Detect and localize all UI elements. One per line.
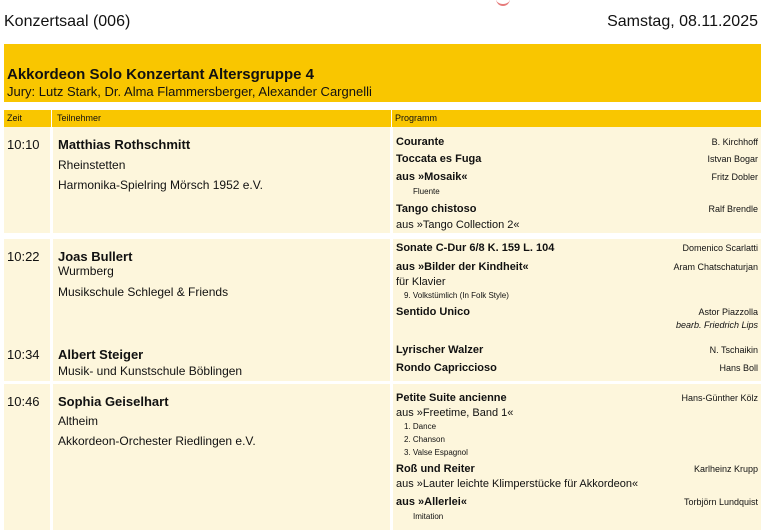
piece-title: Tango chistoso — [396, 203, 477, 215]
piece-composer: Astor Piazzolla — [698, 307, 758, 317]
performance-time: 10:10 — [7, 137, 40, 152]
piece-title: Sonate C-Dur 6/8 K. 159 L. 104 — [396, 242, 555, 254]
piece-title: aus »Allerlei« — [396, 496, 467, 508]
column-divider — [50, 337, 53, 381]
piece-movement: Imitation — [413, 512, 444, 521]
piece-composer: Torbjörn Lundquist — [683, 497, 758, 507]
table-header — [4, 110, 761, 127]
column-header-time: Zeit — [7, 113, 23, 123]
table-row — [4, 384, 761, 530]
piece-title: Petite Suite ancienne — [396, 392, 507, 404]
jury-list: Jury: Lutz Stark, Dr. Alma Flammersberger, Alexander Cargnelli — [7, 84, 372, 99]
piece-movement: 9. Volkstümlich (In Folk Style) — [404, 291, 509, 300]
piece-composer: Karlheinz Krupp — [693, 464, 758, 474]
piece-source: für Klavier — [396, 276, 446, 288]
column-divider — [50, 384, 53, 530]
piece-composer: Fritz Dobler — [711, 172, 758, 182]
column-divider — [390, 127, 393, 233]
table-row — [4, 239, 761, 338]
participant-name: Joas Bullert — [58, 249, 133, 264]
decoration-mark — [496, 0, 510, 6]
piece-arranger: bearb. Friedrich Lips — [675, 320, 758, 330]
column-divider — [50, 127, 53, 233]
performance-time: 10:46 — [7, 394, 40, 409]
piece-source: aus »Tango Collection 2« — [396, 219, 520, 231]
performance-time: 10:22 — [7, 249, 40, 264]
column-divider — [390, 337, 393, 381]
piece-movement: 1. Dance — [404, 422, 437, 431]
piece-title: Courante — [396, 136, 445, 148]
participant-name: Albert Steiger — [58, 347, 144, 362]
column-divider — [50, 239, 53, 338]
piece-title: Sentido Unico — [396, 306, 470, 318]
participant-organization: Musik- und Kunstschule Böblingen — [58, 364, 243, 378]
column-divider — [391, 110, 392, 127]
piece-movement: Fluente — [413, 187, 440, 196]
piece-title: Lyrischer Walzer — [396, 344, 484, 356]
event-date: Samstag, 08.11.2025 — [607, 13, 758, 30]
category-title: Akkordeon Solo Konzertant Altersgruppe 4 — [7, 66, 314, 83]
piece-source: aus »Freetime, Band 1« — [396, 407, 514, 419]
piece-composer: N. Tschaikin — [709, 345, 758, 355]
performance-time: 10:34 — [7, 347, 40, 362]
piece-title: Rondo Capriccioso — [396, 362, 497, 374]
column-divider — [390, 239, 393, 338]
participant-name: Matthias Rothschmitt — [58, 137, 191, 152]
room-name: Konzertsaal (006) — [4, 13, 131, 30]
piece-title: Roß und Reiter — [396, 463, 475, 475]
table-row — [4, 127, 761, 233]
participant-organization: Akkordeon-Orchester Riedlingen e.V. — [58, 434, 256, 448]
piece-composer: Hans-Günther Kölz — [681, 393, 758, 403]
piece-composer: Aram Chatschaturjan — [673, 262, 758, 272]
participant-name: Sophia Geiselhart — [58, 394, 169, 409]
piece-source: aus »Lauter leichte Klimperstücke für Akkordeon« — [396, 478, 639, 490]
piece-title: aus »Mosaik« — [396, 171, 468, 183]
participant-organization: Musikschule Schlegel & Friends — [58, 285, 229, 299]
column-header-participant: Teilnehmer — [57, 113, 102, 123]
piece-composer: Domenico Scarlatti — [682, 243, 758, 253]
page-header — [0, 0, 761, 44]
column-header-program: Programm — [395, 113, 438, 123]
participant-city: Wurmberg — [58, 264, 114, 278]
participant-city: Altheim — [58, 414, 99, 428]
piece-composer: Ralf Brendle — [708, 204, 758, 214]
column-divider — [51, 110, 52, 127]
piece-movement: 3. Valse Espagnol — [404, 448, 468, 457]
table-row — [4, 337, 761, 381]
piece-movement: 2. Chanson — [404, 435, 445, 444]
piece-title: Toccata es Fuga — [396, 153, 482, 165]
piece-composer: Hans Boll — [719, 363, 758, 373]
piece-title: aus »Bilder der Kindheit« — [396, 261, 529, 273]
participant-organization: Harmonika-Spielring Mörsch 1952 e.V. — [58, 178, 263, 192]
column-divider — [390, 384, 393, 530]
piece-composer: B. Kirchhoff — [711, 137, 758, 147]
piece-composer: Istvan Bogar — [707, 154, 758, 164]
participant-city: Rheinstetten — [58, 158, 126, 172]
category-header — [4, 44, 761, 102]
